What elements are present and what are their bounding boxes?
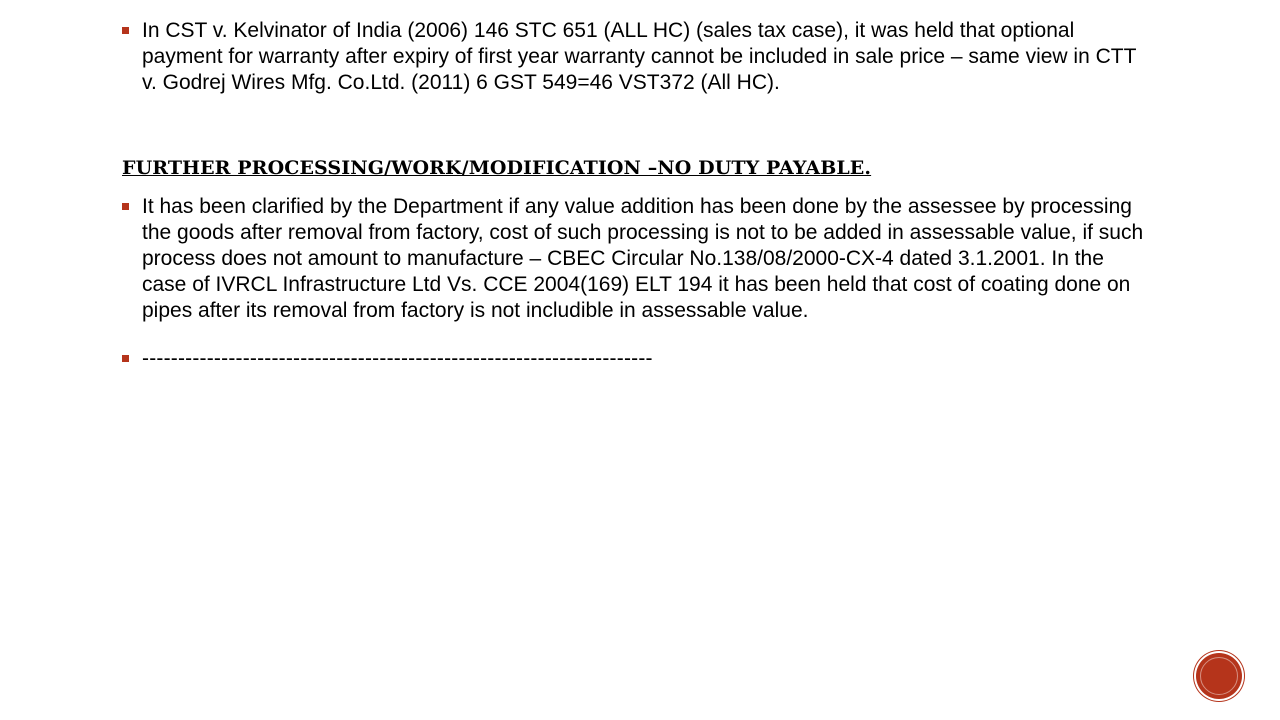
square-bullet-icon xyxy=(122,355,129,362)
square-bullet-icon xyxy=(122,203,129,210)
circle-nav-icon[interactable] xyxy=(1196,653,1242,699)
section-heading: FURTHER PROCESSING/WORK/MODIFICATION –NO DUTY PAYABLE. xyxy=(122,157,872,179)
slide-content xyxy=(122,18,1152,372)
bullet-text: It has been clarified by the Department if any value addition has been done by the assessee by processing the goods after removal from factory, cost of such processing is not to be added in assessable value, if such process does not amount to manufacture – CBEC Circular No.138/08/2000-CX-4 dated 3.1.2001. In the case of IVRCL Infrastructure Ltd Vs. CCE 2004(169) ELT 194 it has been held that cost of coating done on pipes after its removal from factory is not includible in assessable value. xyxy=(142,195,1144,322)
bullet-separator xyxy=(122,346,1152,372)
nav-circle-ring xyxy=(1200,657,1238,695)
bullet-further-processing xyxy=(122,194,1152,324)
bullet-kelvinator-case xyxy=(122,18,1152,96)
square-bullet-icon xyxy=(122,27,129,34)
separator-dashes: ----------------------------------------------------------------------- xyxy=(142,347,653,370)
bullet-text: In CST v. Kelvinator of India (2006) 146 STC 651 (ALL HC) (sales tax case), it was held that optional payment for warranty after expiry of first year warranty cannot be included in sale price – same view in CTT v. Godrej Wires Mfg. Co.Ltd. (2011) 6 GST 549=46 VST372 (All HC). xyxy=(142,19,1137,94)
